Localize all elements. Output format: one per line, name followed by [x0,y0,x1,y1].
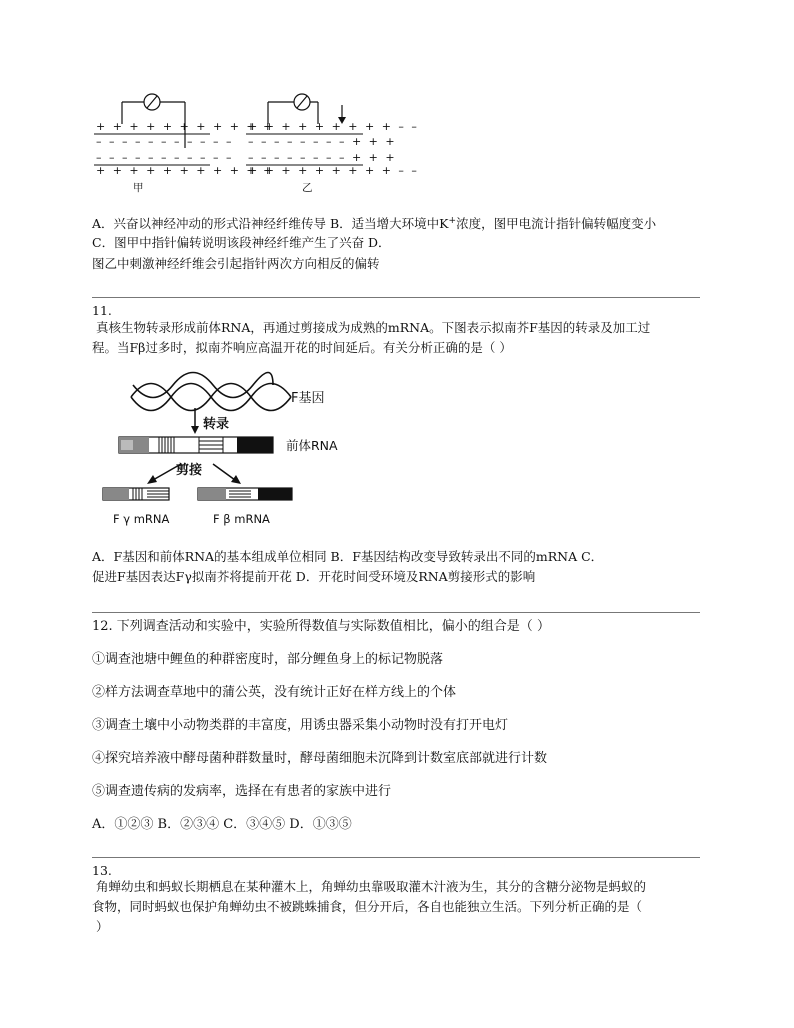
q11-number: 11. [92,303,112,318]
fig-label-a: 甲 [133,182,144,194]
divider [92,857,700,858]
q10-option-ab: A．兴奋以神经冲动的形式沿神经纤维传导 B．适当增大环境中K [92,216,449,232]
dna-helix [131,372,291,411]
gene-label: F基因 [291,391,325,406]
q13-stem-2: 食物，同时蚂蚁也保护角蝉幼虫不被跳蛛捕食，但分开后，各自也能独立生活。下列分析正确的是（ [92,899,643,914]
svg-text:+ + + + + + + + + + +: + + + + + + + + + + + [96,164,275,177]
q13-number: 13. [92,863,112,878]
svg-text:+ + + + + + + + + – –: + + + + + + + + + – – [248,120,419,133]
q12-item-4: ④探究培养液中酵母菌种群数量时，酵母菌细胞未沉降到计数室底部就进行计数 [92,751,548,766]
q12-item-1: ①调查池塘中鲤鱼的种群密度时，部分鲤鱼身上的标记物脱落 [92,652,444,667]
f-gamma-mrna-bar [103,488,169,500]
nerve-fiber-figure [90,90,419,200]
q12-item-2: ②样方法调查草地中的蒲公英，没有统计正好在样方线上的个体 [92,685,457,700]
transcription-label: 转录 [203,417,230,432]
q11-option-line-1: A．F基因和前体RNA的基本组成单位相同 B．F基因结构改变导致转录出不同的mRNA C． [92,549,604,564]
fig-label-b: 乙 [302,182,313,194]
f-gamma-label: F γ mRNA [113,512,170,526]
divider [92,297,700,298]
q13-stem-1: 角蝉幼虫和蚂蚁长期栖息在某种灌木上，角蝉幼虫靠吸取灌木汁液为生，其分的含糖分泌物是蚂蚁的 [96,879,647,894]
svg-text:– – – – – – – – + + +: – – – – – – – – + + + [248,135,397,148]
q12-stem: 12. 下列调查活动和实验中，实验所得数值与实际数值相比，偏小的组合是（ ） [92,619,550,634]
q11-stem-1: 真核生物转录形成前体RNA，再通过剪接成为成熟的mRNA。下图表示拟南芥F基因的转录及加工过 [96,320,651,335]
divider [92,612,700,613]
svg-text:– – – – – – – – + + +: – – – – – – – – + + + [248,151,397,164]
q12-item-5: ⑤调查遗传病的发病率，选择在有患者的家族中进行 [92,784,392,799]
fiber-b [246,94,419,194]
pre-rna-bar [119,437,273,453]
k-superscript: + [448,216,457,226]
f-beta-label: F β mRNA [213,512,270,526]
svg-text:+ + + + + + + + + + +: + + + + + + + + + + + [96,120,275,133]
svg-text:– – – – – – – – – – –: – – – – – – – – – – – [96,135,234,148]
splicing-label: 剪接 [176,463,203,478]
q10-option-b-rest: 浓度，图甲电流计指针偏转幅度变小 [456,216,657,232]
q11-option-line-2: 促进F基因表达Fγ拟南芥将提前开花 D．开花时间受环境及RNA剪接形式的影响 [92,569,536,584]
svg-text:+ + + + + + + + + – –: + + + + + + + + + – – [248,164,419,177]
q11-stem-2: 程。当Fβ过多时，拟南芥响应高温开花的时间延后。有关分析正确的是（ ） [92,340,512,355]
q10-option-line-2: C．图甲中指针偏转说明该段神经纤维产生了兴奋 D． [92,235,391,250]
svg-text:– – – – – – – – – – –: – – – – – – – – – – – [96,151,234,164]
q12-item-3: ③调查土壤中小动物类群的丰富度，用诱虫器采集小动物时没有打开电灯 [92,718,509,733]
f-beta-mrna-bar [198,488,292,500]
q12-options: A．①②③ B．②③④ C．③④⑤ D．①③⑤ [92,817,352,832]
q10-option-line-3: 图乙中刺激神经纤维会引起指针两次方向相反的偏转 [92,256,380,271]
q13-stem-3: ） [96,919,109,934]
gene-splicing-figure [95,370,375,530]
q10-option-line-1 [92,212,656,233]
pre-rna-label: 前体RNA [286,438,338,453]
